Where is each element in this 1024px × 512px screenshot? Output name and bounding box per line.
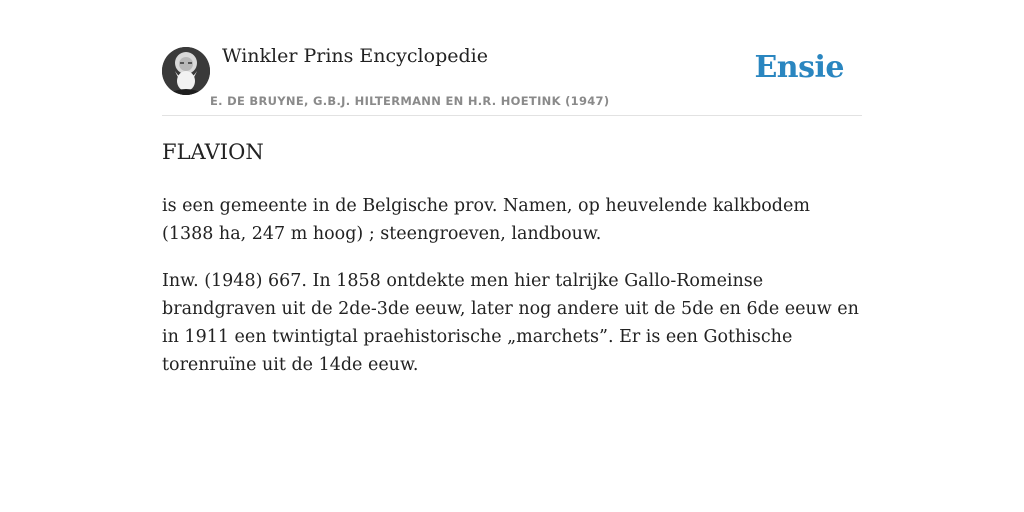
header (162, 0, 862, 116)
entry-body (162, 192, 862, 398)
book-title[interactable]: Winkler Prins Encyclopedie (222, 45, 488, 67)
page (162, 0, 862, 375)
entry-title: FLAVION (162, 140, 264, 164)
ensie-logo-link[interactable]: Ensie (754, 50, 844, 85)
entry-paragraph: Inw. (1948) 667. In 1858 ontdekte men hier talrijke Gallo-Romeinse brandgraven uit de 2de-3de eeuw, later nog andere uit de 5de en 6de eeuw en in 1911 een twintigtal praehistorische „marchets”. Er is een Gothische torenruïne uit de 14de eeuw. (162, 271, 859, 375)
book-authors: E. DE BRUYNE, G.B.J. HILTERMANN EN H.R. HOETINK (1947) (210, 94, 610, 108)
entry-paragraph: is een gemeente in de Belgische prov. Namen, op heuvelende kalkbodem (1388 ha, 247 m hoog) ; steengroeven, landbouw. (162, 196, 810, 244)
author-portrait-icon[interactable] (162, 47, 210, 95)
